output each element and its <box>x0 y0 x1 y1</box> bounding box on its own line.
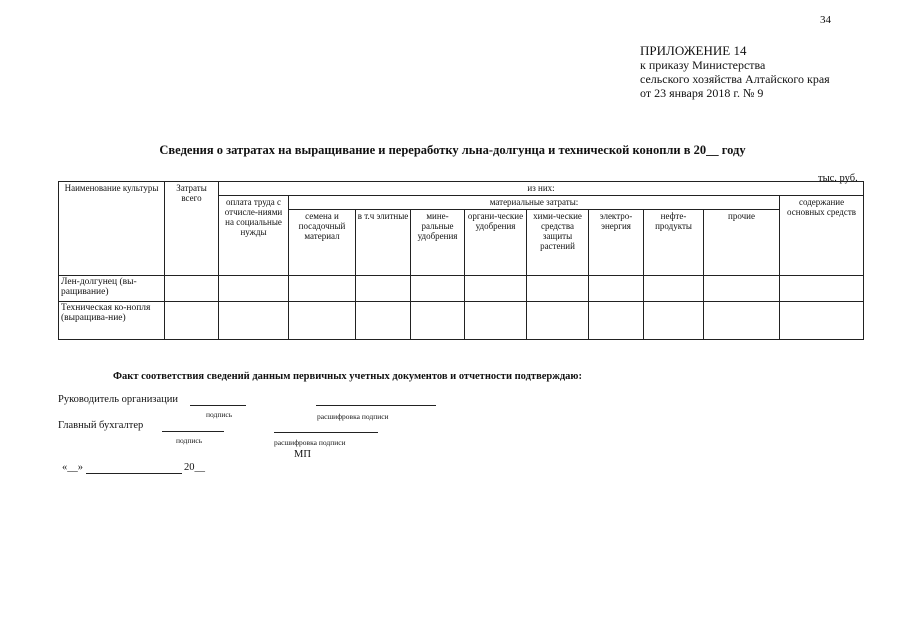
header-material-costs: материальные затраты: <box>289 196 780 210</box>
head-label: Руководитель организации <box>58 394 178 405</box>
table-cell[interactable] <box>589 302 644 340</box>
confirmation-text: Факт соответствия сведений данным первичных учетных документов и отчетности подтверждаю: <box>113 371 582 382</box>
table-cell[interactable] <box>219 276 289 302</box>
row-label: Лен-долгунец (вы-ращивание) <box>59 276 165 302</box>
header-maintenance: содержание основных средств <box>780 196 864 276</box>
header-electric: электро-энергия <box>589 210 644 276</box>
table-row <box>59 302 864 340</box>
chief-signature-hint: подпись <box>176 436 203 445</box>
date-quotes: «__» <box>62 462 83 473</box>
head-signature-line[interactable] <box>190 405 246 406</box>
table-cell[interactable] <box>411 302 465 340</box>
header-organic: органи-ческие удобрения <box>465 210 527 276</box>
table-cell[interactable] <box>465 276 527 302</box>
table-cell[interactable] <box>289 276 356 302</box>
header-oil: нефте-продукты <box>644 210 704 276</box>
appendix-line-3: от 23 января 2018 г. № 9 <box>640 86 764 100</box>
chief-signature-line[interactable] <box>162 431 224 432</box>
header-other: прочие <box>704 210 780 276</box>
date-month-line[interactable] <box>86 473 182 474</box>
table-cell[interactable] <box>411 276 465 302</box>
table-cell[interactable] <box>356 302 411 340</box>
header-crop-name: Наименование культуры <box>59 182 165 276</box>
table-cell[interactable] <box>465 302 527 340</box>
table-cell[interactable] <box>527 276 589 302</box>
document-title: Сведения о затратах на выращивание и переработку льна-долгунца и технической конопли в 20__ году <box>159 143 746 157</box>
table-cell[interactable] <box>704 302 780 340</box>
row-label: Техническая ко-нопля (выращива-ние) <box>59 302 165 340</box>
appendix-title: ПРИЛОЖЕНИЕ 14 <box>640 43 747 58</box>
stamp-label: МП <box>294 449 311 460</box>
table-cell[interactable] <box>219 302 289 340</box>
table-cell[interactable] <box>780 276 864 302</box>
costs-table <box>58 181 864 340</box>
header-labor: оплата труда с отчисле-ниями на социальные нужды <box>219 196 289 276</box>
appendix-line-1: к приказу Министерства <box>640 58 766 72</box>
table-cell[interactable] <box>780 302 864 340</box>
table-cell[interactable] <box>356 276 411 302</box>
chief-decode-hint: расшифровка подписи <box>274 438 346 447</box>
head-signature-hint: подпись <box>206 410 233 419</box>
head-decode-line[interactable] <box>316 405 436 406</box>
chief-decode-line[interactable] <box>274 432 378 433</box>
table-cell[interactable] <box>165 302 219 340</box>
head-decode-hint: расшифровка подписи <box>317 412 389 421</box>
table-cell[interactable] <box>644 302 704 340</box>
header-elite: в т.ч элитные <box>356 210 411 276</box>
appendix-line-2: сельского хозяйства Алтайского края <box>640 72 830 86</box>
header-chemical: хими-ческие средства защиты растений <box>527 210 589 276</box>
table-row <box>59 276 864 302</box>
header-seeds: семена и посадочный материал <box>289 210 356 276</box>
header-mineral: мине-ральные удобрения <box>411 210 465 276</box>
table-cell[interactable] <box>589 276 644 302</box>
date-year: 20__ <box>184 462 205 473</box>
table-cell[interactable] <box>527 302 589 340</box>
page-number: 34 <box>820 14 831 26</box>
units-label: тыс. руб. <box>818 173 858 184</box>
table-cell[interactable] <box>704 276 780 302</box>
table-cell[interactable] <box>165 276 219 302</box>
header-of-which: из них: <box>219 182 864 196</box>
table-cell[interactable] <box>289 302 356 340</box>
table-cell[interactable] <box>644 276 704 302</box>
chief-accountant-label: Главный бухгалтер <box>58 420 144 431</box>
appendix-header <box>640 44 830 100</box>
header-total-costs: Затраты всего <box>165 182 219 276</box>
